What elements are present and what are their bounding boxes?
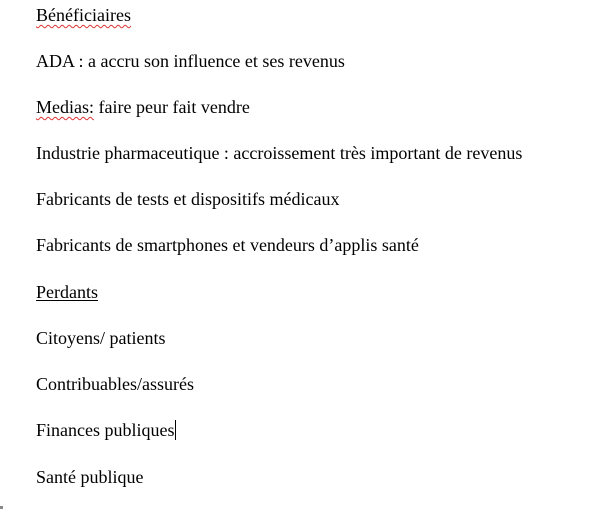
paragraph-finances	[36, 418, 176, 442]
paragraph-sante	[36, 465, 143, 489]
misspelled-word: Medias:	[36, 97, 94, 117]
heading-beneficiaires	[36, 3, 131, 27]
paragraph-citoyens	[36, 326, 166, 350]
paragraph-text: Finances publiques	[36, 420, 175, 440]
paragraph-text: ADA : a accru son influence et ses revenus	[36, 51, 345, 71]
paragraph-text: faire peur fait vendre	[94, 97, 250, 117]
paragraph-contribuables	[36, 372, 194, 396]
paragraph-text: Fabricants de tests et dispositifs médicaux	[36, 189, 340, 209]
heading-text: Perdants	[36, 282, 98, 302]
paragraph-text: Fabricants de smartphones et vendeurs d’applis santé	[36, 235, 419, 255]
paragraph-text: Contribuables/assurés	[36, 374, 194, 394]
paragraph-text: Santé publique	[36, 467, 144, 487]
text-cursor	[175, 420, 176, 440]
paragraph-ada	[36, 49, 345, 73]
paragraph-fabricants-smartphones	[36, 233, 419, 257]
heading-text: Bénéficiaires	[36, 5, 131, 25]
paragraph-fabricants-tests	[36, 187, 339, 211]
paragraph-text: Industrie pharmaceutique : accroissement très important de revenus	[36, 143, 523, 163]
paragraph-medias	[36, 95, 250, 119]
paragraph-text: Citoyens/ patients	[36, 328, 166, 348]
paragraph-industrie	[36, 141, 522, 165]
heading-perdants	[36, 280, 98, 304]
